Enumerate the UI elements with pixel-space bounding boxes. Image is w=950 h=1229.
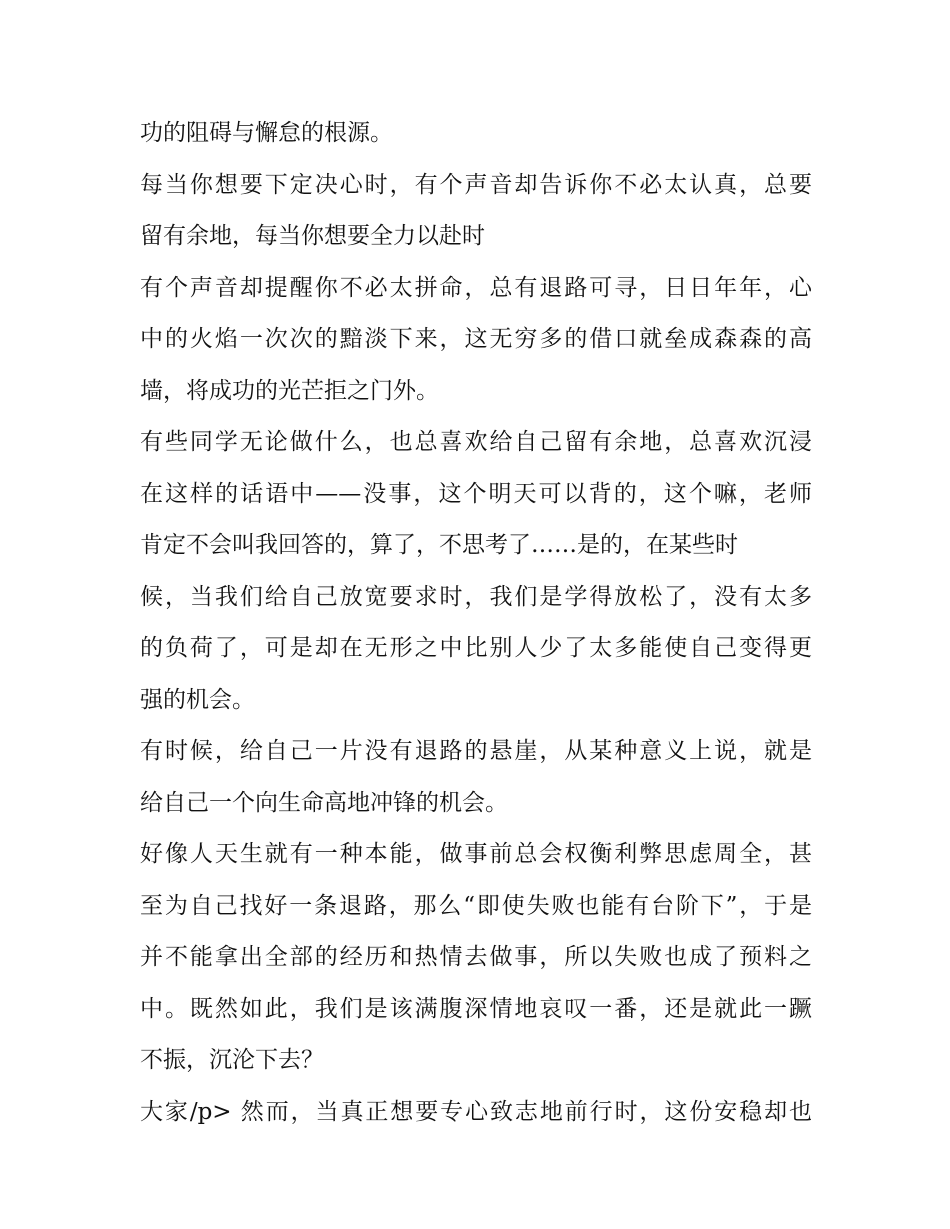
text-line: 不振，沉沦下去？ xyxy=(140,1047,324,1073)
text-line: 强的机会。 xyxy=(140,686,255,713)
text-line: 中的火焰一次次的黯淡下来，这无穷多的借口就垒成森森的高 xyxy=(140,326,812,352)
text-line: 留有余地，每当你想要全力以赴时 xyxy=(140,223,485,249)
text-line: 好像人天生就有一种本能，做事前总会权衡利弊思虑周全，甚 xyxy=(140,841,812,867)
text-line: 中。既然如此，我们是该满腹深情地哀叹一番，还是就此一蹶 xyxy=(140,995,812,1022)
text-line: 有个声音却提醒你不必太拼命，总有退路可寻，日日年年，心 xyxy=(140,274,812,301)
text-line: 并不能拿出全部的经历和热情去做事，所以失败也成了预料之 xyxy=(140,944,812,970)
text-line: 的负荷了，可是却在无形之中比别人少了太多能使自己变得更 xyxy=(140,635,812,661)
text-line: 功的阻碍与懈怠的根源。 xyxy=(140,120,393,146)
text-line: 肯定不会叫我回答的，算了，不思考了……是的，在某些时 xyxy=(140,532,738,558)
text-line: 墙，将成功的光芒拒之门外。 xyxy=(140,377,439,404)
text-line: 在这样的话语中——没事，这个明天可以背的，这个嘛，老师 xyxy=(140,480,812,507)
text-line: 给自己一个向生命高地冲锋的机会。 xyxy=(140,789,508,816)
document-body xyxy=(140,108,812,1138)
text-line: 大家/p> 然而，当真正想要专心致志地前行时，这份安稳却也 xyxy=(140,1098,812,1125)
text-line: 有些同学无论做什么，也总喜欢给自己留有余地，总喜欢沉浸 xyxy=(140,429,812,455)
text-line: 至为自己找好一条退路，那么“即使失败也能有台阶下”，于是 xyxy=(140,892,812,919)
text-line: 每当你想要下定决心时，有个声音却告诉你不必太认真，总要 xyxy=(140,171,812,198)
text-line: 有时候，给自己一片没有退路的悬崖，从某种意义上说，就是 xyxy=(140,738,812,764)
text-line: 候，当我们给自己放宽要求时，我们是学得放松了，没有太多 xyxy=(140,583,812,610)
